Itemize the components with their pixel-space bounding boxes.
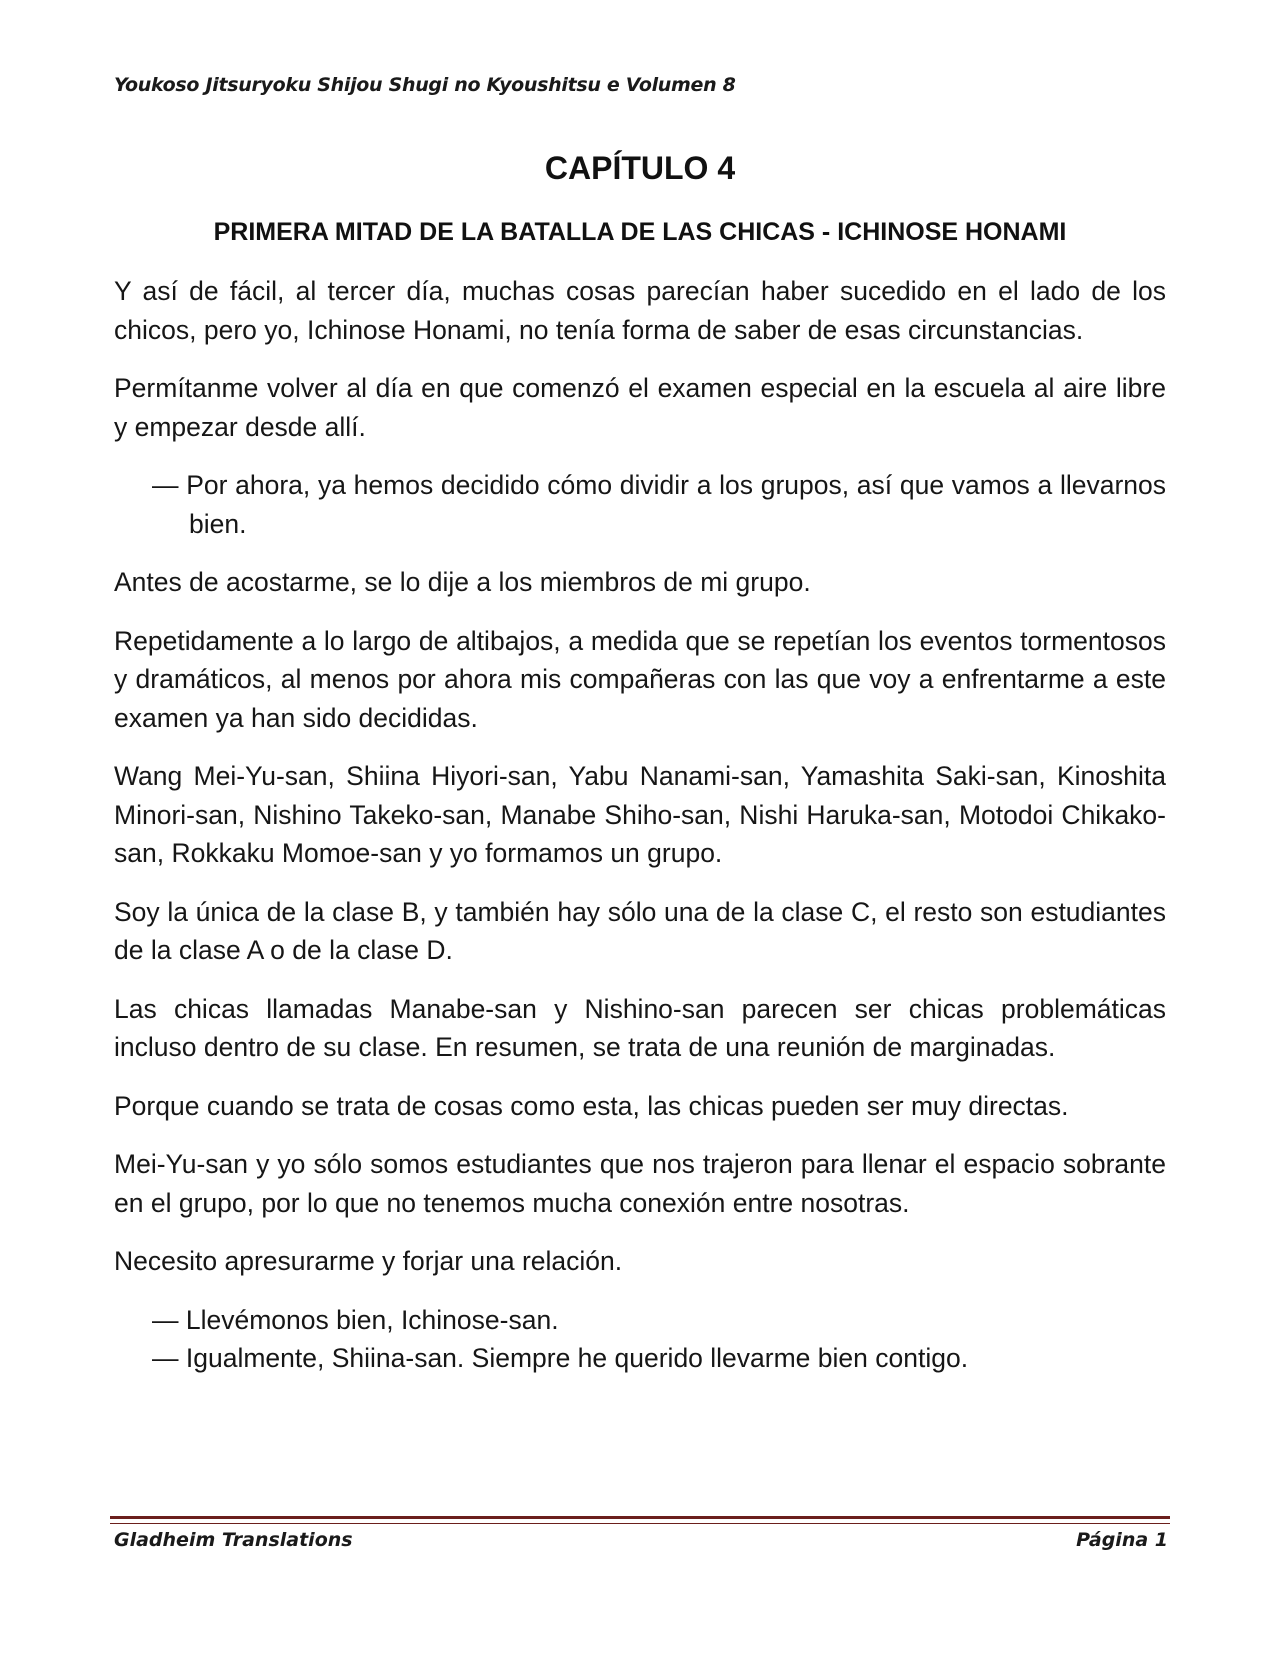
paragraph: Mei-Yu-san y yo sólo somos estudiantes que nos trajeron para llenar el espacio sobrante en el grupo, por lo que no tenemos mucha conexión entre nosotras. xyxy=(114,1149,1166,1218)
paragraph: Permítanme volver al día en que comenzó el examen especial en la escuela al aire libre y empezar desde allí. xyxy=(114,373,1166,442)
dialogue-line: — Igualmente, Shiina-san. Siempre he querido llevarme bien contigo. xyxy=(152,1343,969,1373)
footer-divider xyxy=(110,1516,1170,1519)
chapter-title: CAPÍTULO 4 xyxy=(544,150,736,186)
dialogue-group xyxy=(114,1301,1166,1378)
footer-page-number: Página 1 xyxy=(1076,1529,1168,1551)
paragraph: Repetidamente a lo largo de altibajos, a medida que se repetían los eventos tormentosos y dramáticos, al menos por ahora mis compañeras con las que voy a enfrentarme a este examen ya han sido decididas. xyxy=(114,625,1166,733)
paragraph: Wang Mei-Yu-san, Shiina Hiyori-san, Yabu Nanami-san, Yamashita Saki-san, Kinoshita Minori-san, Nishino Takeko-san, Manabe Shiho-san, Nishi Haruka-san, Motodoi Chikako-san, Rokkaku Momoe-san y yo formamos un grupo. xyxy=(114,761,1166,868)
paragraph: Necesito apresurarme y forjar una relación. xyxy=(114,1246,623,1276)
dialogue-line: — Por ahora, ya hemos decidido cómo dividir a los grupos, así que vamos a llevarnos bien. xyxy=(152,470,1166,539)
paragraph: Porque cuando se trata de cosas como esta, las chicas pueden ser muy directas. xyxy=(114,1090,1069,1121)
footer-publisher: Gladheim Translations xyxy=(114,1529,353,1551)
paragraph: Antes de acostarme, se lo dije a los miembros de mi grupo. xyxy=(114,567,811,597)
paragraph: Soy la única de la clase B, y también hay sólo una de la clase C, el resto son estudiantes de la clase A o de la clase D. xyxy=(114,896,1166,965)
page-header-title: Youkoso Jitsuryoku Shijou Shugi no Kyoushitsu e Volumen 8 xyxy=(114,74,736,96)
dialogue-line: — Llevémonos bien, Ichinose-san. xyxy=(152,1304,559,1335)
chapter-body xyxy=(114,272,1166,1398)
paragraph: Las chicas llamadas Manabe-san y Nishino-san parecen ser chicas problemáticas incluso dentro de su clase. En resumen, se trata de una reunión de marginadas. xyxy=(114,993,1166,1062)
footer-divider-thin xyxy=(110,1523,1170,1524)
paragraph: Y así de fácil, al tercer día, muchas cosas parecían haber sucedido en el lado de los chicos, pero yo, Ichinose Honami, no tenía forma de saber de esas circunstancias. xyxy=(114,276,1166,345)
dialogue-group xyxy=(114,466,1166,543)
chapter-subtitle: PRIMERA MITAD DE LA BATALLA DE LAS CHICAS - ICHINOSE HONAMI xyxy=(213,218,1067,246)
